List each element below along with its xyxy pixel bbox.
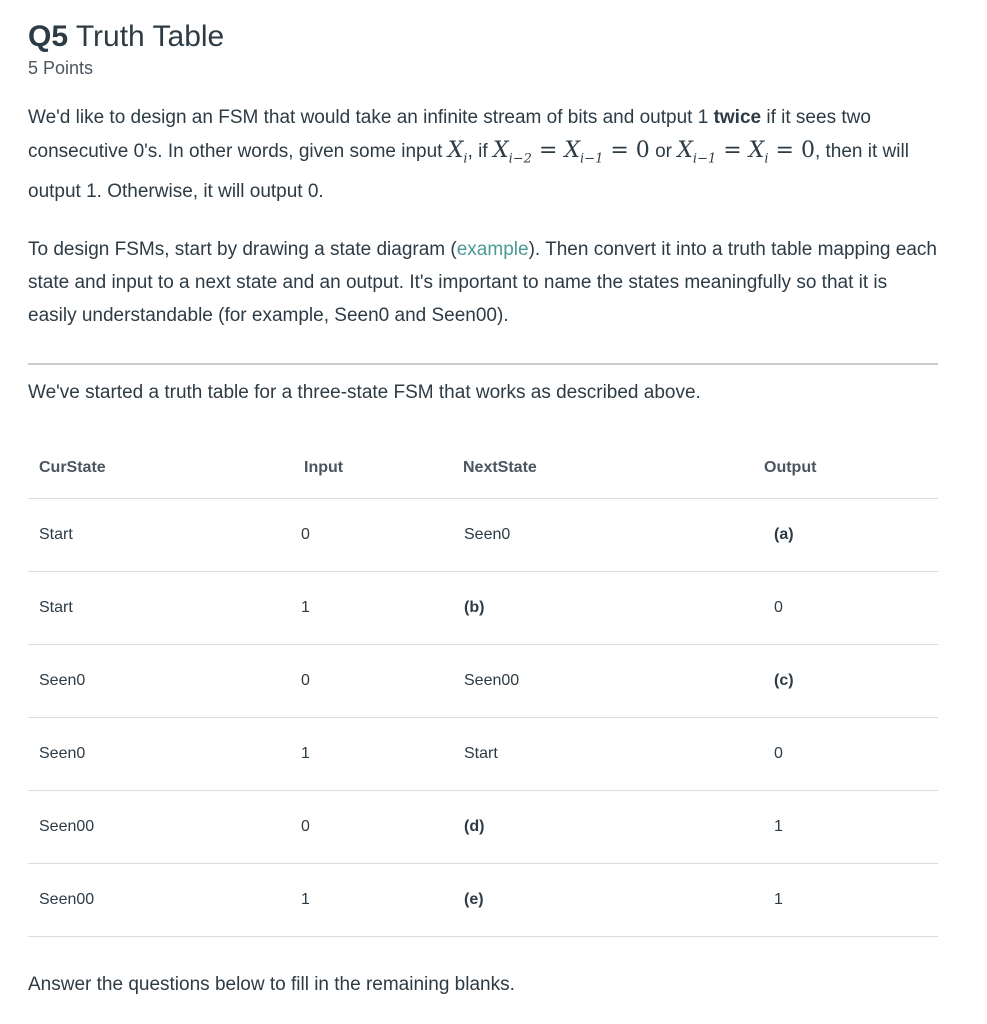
intro-text-1: We'd like to design an FSM that would take an infinite stream of bits and output 1 xyxy=(28,107,714,128)
closing-text: Answer the questions below to fill in the remaining blanks. xyxy=(28,974,515,995)
table-header-row xyxy=(28,437,938,499)
cell-input: 0 xyxy=(289,499,452,572)
cell-input: 1 xyxy=(289,718,452,791)
question-title xyxy=(28,20,224,54)
cell-nextstate: Seen0 xyxy=(452,499,734,572)
cell-nextstate: (e) xyxy=(452,864,734,937)
cell-output: (a) xyxy=(734,499,938,572)
cell-nextstate: (b) xyxy=(452,572,734,645)
math-condition-2: $X_{i-1} = X_i = 0$ xyxy=(677,138,815,167)
intro-text-4: or xyxy=(649,141,678,162)
table-row xyxy=(28,645,938,718)
table-row xyxy=(28,572,938,645)
cell-input: 1 xyxy=(289,864,452,937)
table-row xyxy=(28,791,938,864)
cell-output: (c) xyxy=(734,645,938,718)
cell-output: 0 xyxy=(734,718,938,791)
truth-table xyxy=(28,437,938,937)
table-row xyxy=(28,864,938,937)
cell-output: 1 xyxy=(734,791,938,864)
design-paragraph xyxy=(28,233,938,332)
cell-input: 0 xyxy=(289,645,452,718)
header-curstate: CurState xyxy=(28,437,289,499)
intro-bold: twice xyxy=(713,107,762,128)
cell-curstate: Seen0 xyxy=(28,718,289,791)
cell-curstate: Start xyxy=(28,499,289,572)
cell-input: 1 xyxy=(289,572,452,645)
intro-text-3: , if xyxy=(467,141,493,162)
cell-curstate: Seen00 xyxy=(28,791,289,864)
cell-curstate: Seen0 xyxy=(28,645,289,718)
header-output: Output xyxy=(734,437,938,499)
design-text-2: ). Then convert it into a truth table mapping each state and input to a next state and an output. It's important to name the states meaningfully so that it is easily understandable (for example, Seen0 and Seen00). xyxy=(28,239,937,326)
table-row xyxy=(28,718,938,791)
example-link[interactable]: example xyxy=(456,239,529,260)
cell-nextstate: Start xyxy=(452,718,734,791)
question-title-text: Truth Table xyxy=(75,20,225,53)
cell-input: 0 xyxy=(289,791,452,864)
started-text: We've started a truth table for a three-state FSM that works as described above. xyxy=(28,382,701,403)
header-nextstate: NextState xyxy=(452,437,734,499)
cell-output: 1 xyxy=(734,864,938,937)
math-xi: $X_i$ xyxy=(447,138,468,167)
cell-curstate: Start xyxy=(28,572,289,645)
table-row xyxy=(28,499,938,572)
question-number: Q5 xyxy=(28,20,69,53)
cell-output: 0 xyxy=(734,572,938,645)
cell-curstate: Seen00 xyxy=(28,864,289,937)
header-input: Input xyxy=(289,437,452,499)
math-condition-1: $X_{i-2} = X_{i-1} = 0$ xyxy=(492,138,650,167)
cell-nextstate: (d) xyxy=(452,791,734,864)
question-points: 5 Points xyxy=(28,58,94,78)
divider xyxy=(28,363,938,365)
intro-paragraph xyxy=(28,101,938,208)
intro-text-2: if it sees two consecutive 0's. In other words, given some input xyxy=(28,107,871,162)
intro-text-5: , then it will output 1. Otherwise, it will output 0. xyxy=(28,141,909,203)
cell-nextstate: Seen00 xyxy=(452,645,734,718)
design-text-1: To design FSMs, start by drawing a state diagram ( xyxy=(28,239,457,260)
